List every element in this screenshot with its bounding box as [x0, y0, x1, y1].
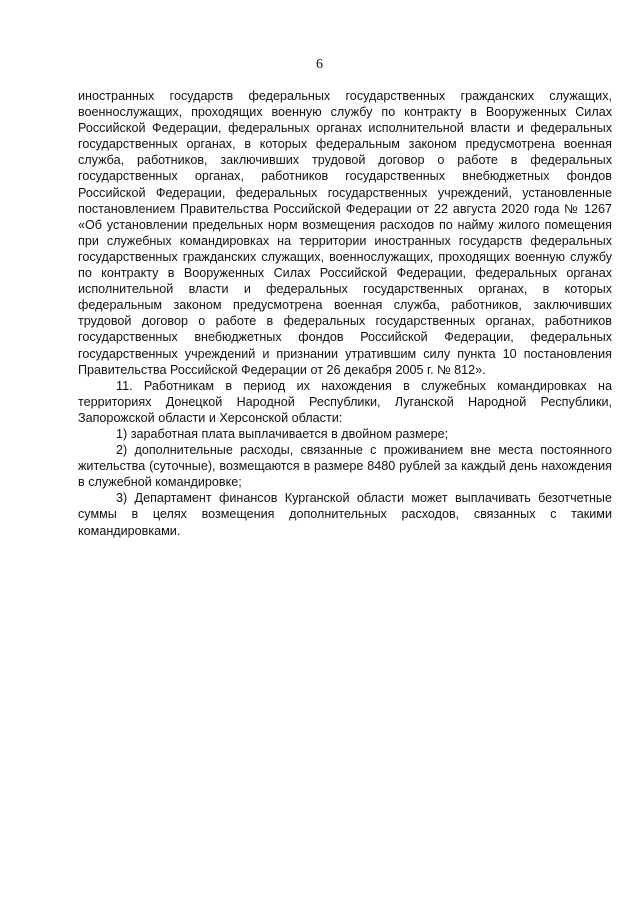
paragraph-subitem-3: 3) Департамент финансов Курганской области может выплачивать безотчетные суммы в целях возмещения дополнительных расходов, связанных с такими командировками. — [78, 491, 612, 538]
paragraph-subitem-2: 2) дополнительные расходы, связанные с проживанием вне места постоянного жительства (суточные), возмещаются в размере 8480 рублей за каждый день нахождения в служебной командировке; — [78, 443, 612, 490]
paragraph-continuation: иностранных государств федеральных государственных гражданских служащих, военнослужащих, проходящих военную службу по контракту в Вооруженных Силах Российской Федерации, федеральных органах исполнительной власти и федеральных государственных органах, в которых федеральным законом предусмотрена военная служба, работников, заключивших трудовой договор о работе в федеральных государственных органах, работников государственных внебюджетных фондов Российской Федерации, федеральных государственных учреждений, установленные постановлением Правительства Российской Федерации от 22 августа 2020 года № 1267 «Об установлении предельных норм возмещения расходов по найму жилого помещения при служебных командировках на территории иностранных государств федеральных государственных гражданских служащих, военнослужащих, проходящих военную службу по контракту в Вооруженных Силах Российской Федерации, федеральных органах исполнительной власти и федеральных государственных органах, в которых федеральным законом предусмотрена военная служба, работников, заключивших трудовой договор о работе в федеральных государственных органах, работников государственных внебюджетных фондов Российской Федерации, федеральных государственных учреждений и признании утратившим силу пункта 10 постановления Правительства Российской Федерации от 26 декабря 2005 г. № 812». — [78, 89, 612, 377]
document-body — [78, 88, 612, 539]
paragraph-subitem-1: 1) заработная плата выплачивается в двойном размере; — [116, 426, 449, 441]
page-number: 6 — [316, 57, 323, 72]
paragraph-item-11: 11. Работникам в период их нахождения в служебных командировках на территориях Донецкой Народной Республики, Луганской Народной Республики, Запорожской области и Херсонской области: — [78, 378, 612, 425]
